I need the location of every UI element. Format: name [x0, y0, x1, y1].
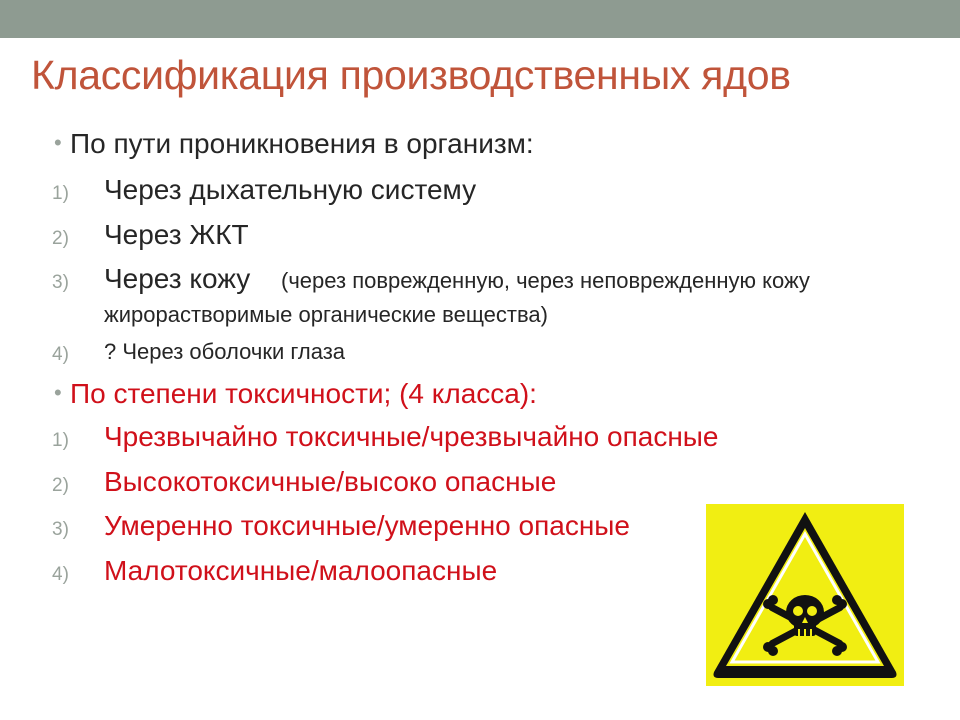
toxic-warning-sign-icon: [706, 504, 904, 686]
section2-heading: По степени токсичности; (4 класса):: [70, 378, 537, 409]
list-number: 3): [52, 272, 69, 293]
list-item: Умеренно токсичные/умеренно опасные: [104, 510, 630, 541]
list-number: 4): [52, 564, 69, 585]
list-number: 1): [52, 430, 69, 451]
list-number: 2): [52, 475, 69, 496]
list-item: Малотоксичные/малоопасные: [104, 555, 498, 586]
list-item: Чрезвычайно токсичные/чрезвычайно опасные: [104, 421, 719, 452]
slide-title: Классификация производственных ядов: [31, 52, 791, 98]
bullet-icon: •: [54, 380, 62, 405]
list-item: Высокотоксичные/высоко опасные: [104, 466, 557, 497]
list-number: 1): [52, 183, 69, 204]
list-item: ? Через оболочки глаза: [104, 339, 346, 364]
list-item: Через кожу: [104, 263, 251, 294]
list-item: Через дыхательную систему: [104, 174, 477, 205]
section1-heading: По пути проникновения в организм:: [70, 128, 534, 159]
list-item-note: жирорастворимые органические вещества): [104, 302, 548, 327]
list-number: 4): [52, 344, 69, 365]
list-number: 3): [52, 519, 69, 540]
bullet-icon: •: [54, 130, 62, 155]
list-item: Через ЖКТ: [104, 219, 249, 250]
list-number: 2): [52, 228, 69, 249]
list-item-note: (через поврежденную, через неповрежденную кожу: [281, 268, 810, 293]
